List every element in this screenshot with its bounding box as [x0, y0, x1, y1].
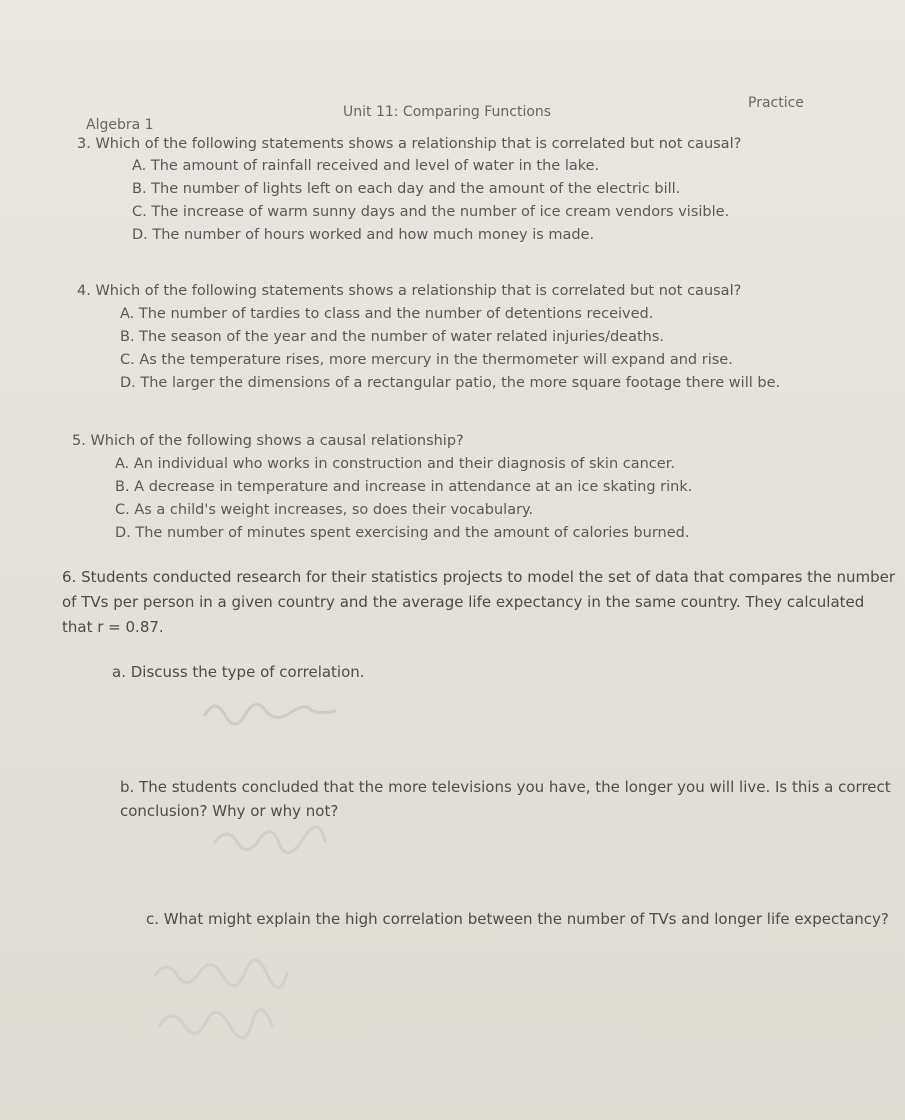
question-4-option-b: B. The season of the year and the number of water related injuries/deaths.: [120, 329, 665, 345]
practice-label: Practice: [748, 95, 804, 111]
question-3-option-b: B. The number of lights left on each day and the amount of the electric bill.: [132, 181, 681, 197]
question-4-option-a: A. The number of tardies to class and the number of detentions received.: [120, 306, 654, 322]
question-6-line-1: 6. Students conducted research for their statistics projects to model the set of data that compares the number: [62, 568, 896, 586]
question-5-stem: 5. Which of the following shows a causal relationship?: [72, 433, 464, 449]
question-4-stem: 4. Which of the following statements shows a relationship that is correlated but not causal?: [77, 283, 742, 299]
faint-handwriting-6b: [210, 820, 390, 860]
question-6-line-3: that r = 0.87.: [62, 618, 164, 636]
question-3-option-d: D. The number of hours worked and how much money is made.: [132, 227, 595, 243]
question-5-option-c: C. As a child's weight increases, so does their vocabulary.: [115, 502, 534, 518]
faint-handwriting-6a: [200, 690, 380, 730]
question-6c-prompt: c. What might explain the high correlation between the number of TVs and longer life expectancy?: [146, 910, 889, 928]
question-6b-prompt-line-2: conclusion? Why or why not?: [120, 802, 339, 820]
question-6a-prompt: a. Discuss the type of correlation.: [112, 663, 365, 681]
question-3-option-c: C. The increase of warm sunny days and the number of ice cream vendors visible.: [132, 204, 730, 220]
course-title: Algebra 1: [86, 117, 154, 133]
question-3-stem: 3. Which of the following statements shows a relationship that is correlated but not causal?: [77, 136, 742, 152]
faint-handwriting-6c: [150, 950, 410, 1060]
question-6b-prompt-line-1: b. The students concluded that the more televisions you have, the longer you will live. Is this a correct: [120, 778, 891, 796]
question-5-option-d: D. The number of minutes spent exercising and the amount of calories burned.: [115, 525, 690, 541]
question-4-option-d: D. The larger the dimensions of a rectangular patio, the more square footage there will be.: [120, 375, 781, 391]
question-5-option-b: B. A decrease in temperature and increase in attendance at an ice skating rink.: [115, 479, 693, 495]
unit-title: Unit 11: Comparing Functions: [343, 104, 552, 120]
question-3-option-a: A. The amount of rainfall received and level of water in the lake.: [132, 158, 600, 174]
question-6-line-2: of TVs per person in a given country and the average life expectancy in the same country. They calculated: [62, 593, 865, 611]
question-5-option-a: A. An individual who works in construction and their diagnosis of skin cancer.: [115, 456, 675, 472]
question-4-option-c: C. As the temperature rises, more mercury in the thermometer will expand and rise.: [120, 352, 733, 368]
